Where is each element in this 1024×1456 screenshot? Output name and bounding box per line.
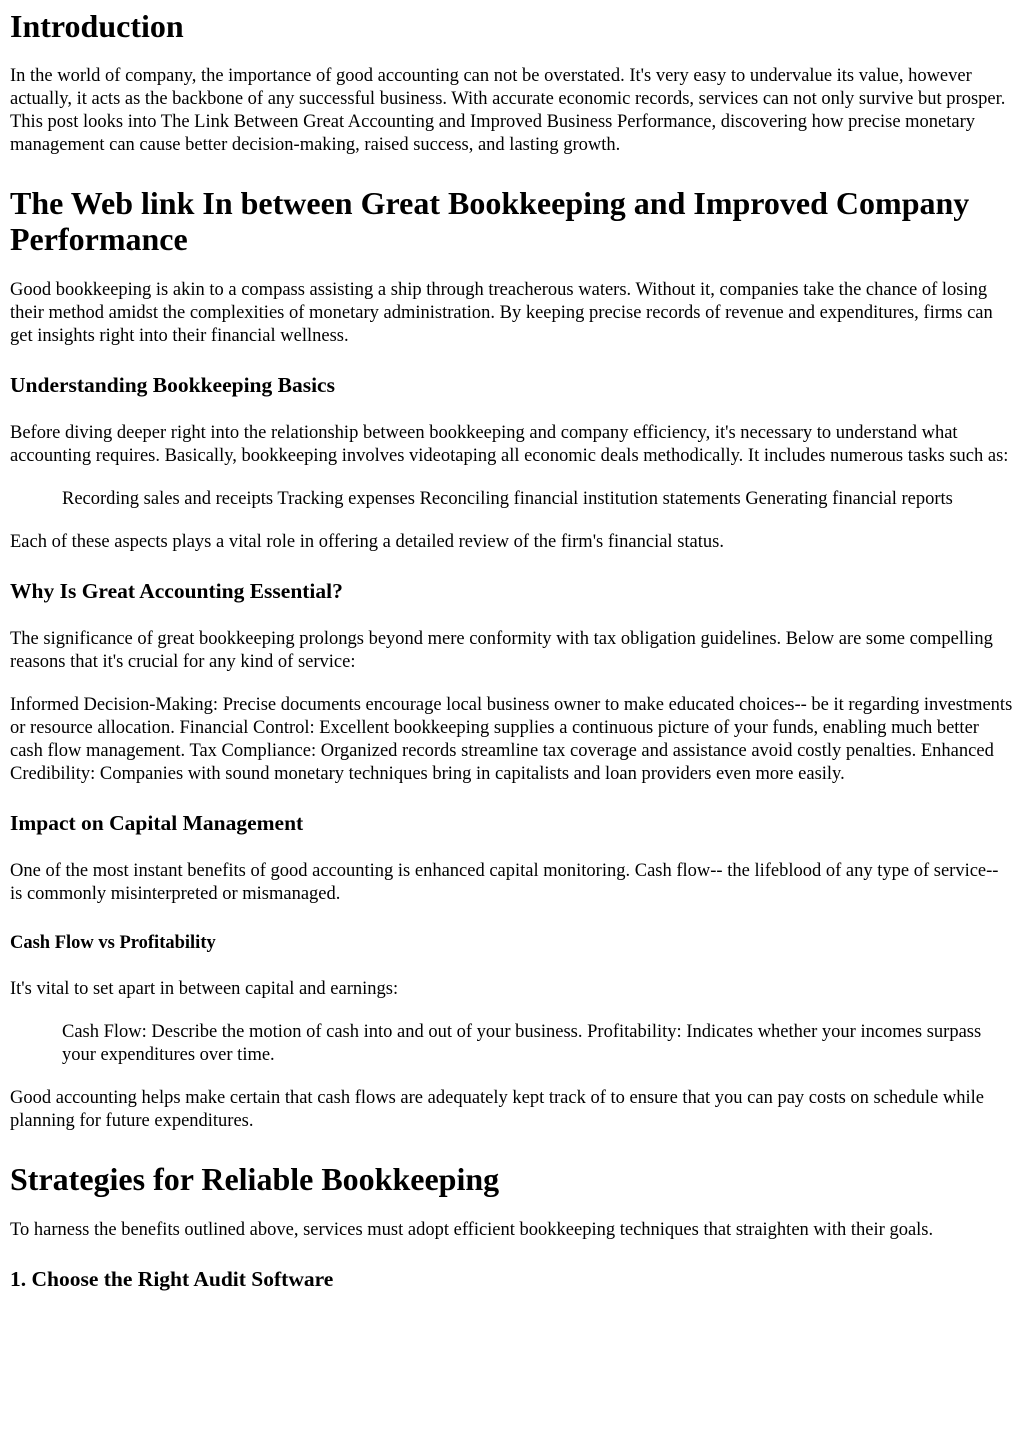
- heading-introduction: Introduction: [10, 8, 184, 44]
- heading-audit-software: 1. Choose the Right Audit Software: [10, 1267, 334, 1291]
- paragraph-aspects: Each of these aspects plays a vital role in offering a detailed review of the firm's financial status.: [10, 532, 724, 552]
- paragraph-link: Good bookkeeping is akin to a compass assisting a ship through treacherous waters. Without it, companies take the chance of losing their method amidst the complexities of monetary administration. By keeping precise records of revenue and expenditures, firms can get insights right into their financial wellness.: [10, 280, 993, 346]
- heading-cashflow-vs-profitability: Cash Flow vs Profitability: [10, 933, 216, 953]
- quote-cashflow: Cash Flow: Describe the motion of cash into and out of your business. Profitability: Indicates whether your incomes surpass your expenditures over time.: [62, 1022, 982, 1065]
- paragraph-bookkeeping-basics: Before diving deeper right into the relationship between bookkeeping and company efficiency, it's necessary to understand what accounting requires. Basically, bookkeeping involves videotaping all economic deals methodically. It includes numerous tasks such as:: [10, 423, 1009, 466]
- heading-strategies: Strategies for Reliable Bookkeeping: [10, 1161, 500, 1197]
- heading-capital-management: Impact on Capital Management: [10, 811, 304, 835]
- paragraph-introduction: In the world of company, the importance of good accounting can not be overstated. It's very easy to undervalue its value, however actually, it acts as the backbone of any successful business. With accurate economic records, services can not only survive but prosper. This post looks into The Link Between Great Accounting and Improved Business Performance, discovering how precise monetary management can cause better decision-making, raised success, and lasting growth.: [10, 66, 1006, 155]
- heading-link: The Web link In between Great Bookkeeping and Improved Company Performance: [10, 185, 970, 257]
- paragraph-capital-management: One of the most instant benefits of good accounting is enhanced capital monitoring. Cash flow-- the lifeblood of any type of service-- is commonly misinterpreted or mismanaged.: [10, 861, 999, 904]
- heading-bookkeeping-basics: Understanding Bookkeeping Basics: [10, 373, 335, 397]
- article: [0, 8, 1024, 1292]
- paragraph-good-accounting: Good accounting helps make certain that cash flows are adequately kept track of to ensure that you can pay costs on schedule while planning for future expenditures.: [10, 1088, 984, 1131]
- heading-why-essential: Why Is Great Accounting Essential?: [10, 579, 343, 603]
- paragraph-strategies: To harness the benefits outlined above, services must adopt efficient bookkeeping techniques that straighten with their goals.: [10, 1220, 934, 1240]
- quote-tasks: Recording sales and receipts Tracking expenses Reconciling financial institution statements Generating financial reports: [62, 489, 953, 509]
- paragraph-why-essential: The significance of great bookkeeping prolongs beyond mere conformity with tax obligation guidelines. Below are some compelling reasons that it's crucial for any kind of service:: [10, 629, 993, 672]
- paragraph-reasons: Informed Decision-Making: Precise documents encourage local business owner to make educated choices-- be it regarding investments or resource allocation. Financial Control: Excellent bookkeeping supplies a continuous picture of your funds, enabling much better cash flow management. Tax Compliance: Organized records streamline tax coverage and assistance avoid costly penalties. Enhanced Credibility: Companies with sound monetary techniques bring in capitalists and loan providers even more easily.: [10, 695, 1013, 784]
- paragraph-cashflow-intro: It's vital to set apart in between capital and earnings:: [10, 979, 399, 999]
